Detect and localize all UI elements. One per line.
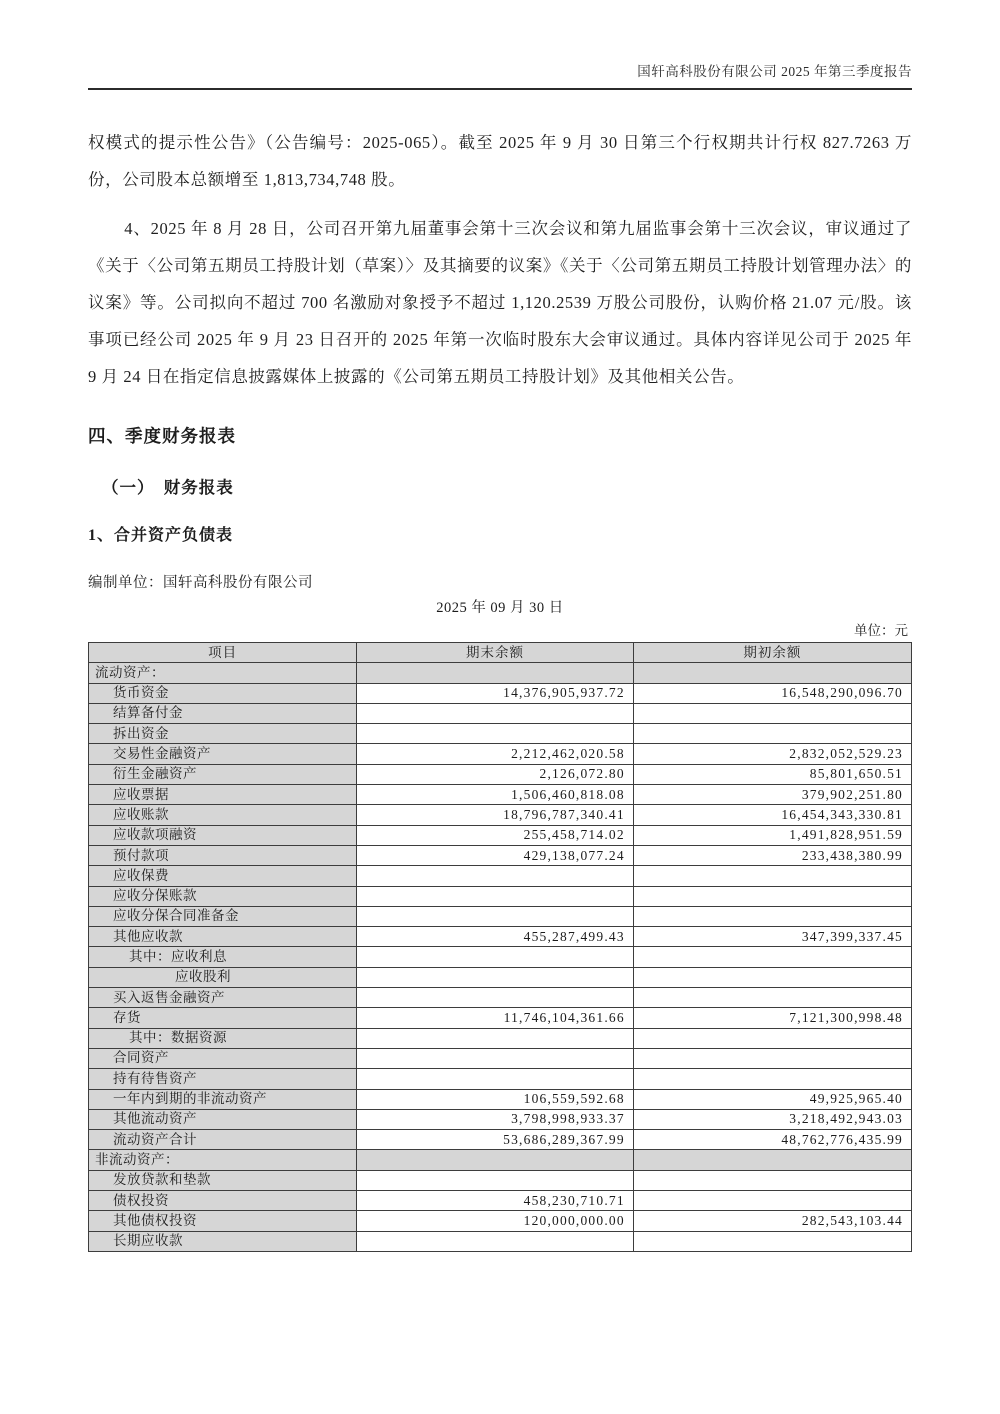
row-item-label: 流动资产合计 [89, 1130, 357, 1150]
row-item-label: 应收账款 [89, 805, 357, 825]
row-beginning-balance [633, 947, 911, 967]
heading-quarterly-financial-statements: 四、季度财务报表 [88, 426, 236, 446]
row-beginning-balance [633, 1170, 911, 1190]
row-beginning-balance: 48,762,776,435.99 [633, 1130, 911, 1150]
row-ending-balance: 2,212,462,020.58 [357, 744, 634, 764]
table-row [89, 1089, 912, 1109]
heading-financial-statements: （一） 财务报表 [102, 478, 234, 497]
row-ending-balance [357, 1170, 634, 1190]
table-row [89, 1048, 912, 1068]
row-ending-balance: 3,798,998,933.37 [357, 1109, 634, 1129]
row-ending-balance: 458,230,710.71 [357, 1191, 634, 1211]
row-ending-balance [357, 1048, 634, 1068]
table-row [89, 1150, 912, 1170]
row-beginning-balance: 3,218,492,943.03 [633, 1109, 911, 1129]
table-row [89, 1170, 912, 1190]
row-item-label: 其中：应收利息 [89, 947, 357, 967]
row-ending-balance [357, 724, 634, 744]
row-ending-balance: 429,138,077.24 [357, 845, 634, 865]
row-item-label: 拆出资金 [89, 724, 357, 744]
row-ending-balance: 11,746,104,361.66 [357, 1008, 634, 1028]
row-item-label: 一年内到期的非流动资产 [89, 1089, 357, 1109]
row-item-label: 流动资产： [89, 663, 357, 683]
row-beginning-balance [633, 1069, 911, 1089]
row-ending-balance: 2,126,072.80 [357, 764, 634, 784]
row-beginning-balance [633, 906, 911, 926]
row-ending-balance: 1,506,460,818.08 [357, 785, 634, 805]
row-beginning-balance: 16,548,290,096.70 [633, 683, 911, 703]
paragraph-share-capital: 权模式的提示性公告》（公告编号：2025-065）。截至 2025 年 9 月 30 日第三个行权期共计行权 827.7263 万份，公司股本总额增至 1,813,734,748 股。 [88, 133, 912, 189]
table-row [89, 845, 912, 865]
heading-consolidated-balance-sheet: 1、合并资产负债表 [88, 527, 234, 544]
row-ending-balance: 53,686,289,367.99 [357, 1130, 634, 1150]
row-beginning-balance [633, 988, 911, 1008]
row-ending-balance [357, 906, 634, 926]
table-row [89, 967, 912, 987]
row-item-label: 存货 [89, 1008, 357, 1028]
table-row [89, 1231, 912, 1251]
table-row [89, 1191, 912, 1211]
unit-label: 单位：元 [854, 623, 908, 638]
row-beginning-balance [633, 967, 911, 987]
row-item-label: 应收分保合同准备金 [89, 906, 357, 926]
table-row [89, 1130, 912, 1150]
row-ending-balance [357, 1069, 634, 1089]
row-ending-balance: 106,559,592.68 [357, 1089, 634, 1109]
row-ending-balance [357, 663, 634, 683]
table-row [89, 1069, 912, 1089]
row-ending-balance: 18,796,787,340.41 [357, 805, 634, 825]
row-ending-balance [357, 886, 634, 906]
table-row [89, 744, 912, 764]
row-ending-balance: 455,287,499.43 [357, 927, 634, 947]
prepared-by-line: 编制单位：国轩高科股份有限公司 [88, 575, 313, 591]
column-header-item: 项目 [89, 643, 357, 663]
table-row [89, 886, 912, 906]
row-item-label: 交易性金融资产 [89, 744, 357, 764]
row-item-label: 应收股利 [89, 967, 357, 987]
row-ending-balance [357, 1028, 634, 1048]
row-beginning-balance: 16,454,343,330.81 [633, 805, 911, 825]
row-item-label: 衍生金融资产 [89, 764, 357, 784]
row-beginning-balance: 49,925,965.40 [633, 1089, 911, 1109]
row-ending-balance: 120,000,000.00 [357, 1211, 634, 1231]
row-beginning-balance [633, 1191, 911, 1211]
row-ending-balance [357, 703, 634, 723]
row-item-label: 应收保费 [89, 866, 357, 886]
row-beginning-balance [633, 866, 911, 886]
row-item-label: 结算备付金 [89, 703, 357, 723]
row-beginning-balance [633, 663, 911, 683]
row-beginning-balance [633, 703, 911, 723]
row-ending-balance [357, 967, 634, 987]
table-row [89, 764, 912, 784]
table-row [89, 927, 912, 947]
statement-date: 2025 年 09 月 30 日 [436, 600, 564, 616]
row-beginning-balance [633, 886, 911, 906]
running-header: 国轩高科股份有限公司 2025 年第三季度报告 [88, 60, 912, 90]
row-ending-balance [357, 988, 634, 1008]
table-row [89, 805, 912, 825]
row-item-label: 买入返售金融资产 [89, 988, 357, 1008]
row-item-label: 非流动资产： [89, 1150, 357, 1170]
row-beginning-balance: 85,801,650.51 [633, 764, 911, 784]
table-row [89, 724, 912, 744]
table-header-row [89, 643, 912, 663]
table-row [89, 663, 912, 683]
paragraph-esop-plan: 4、2025 年 8 月 28 日，公司召开第九届董事会第十三次会议和第九届监事会第十三次会议，审议通过了《关于〈公司第五期员工持股计划（草案）〉及其摘要的议案》《关于〈公司第五期员工持股计划管理办法〉的议案》等。公司拟向不超过 700 名激励对象授予不超过 1,120.2539 万股公司股份，认购价格 21.07 元/股。该事项已经公司 2025 年 9 月 23 日召开的 2025 年第一次临时股东大会审议通过。具体内容详见公司于 2025 年 9 月 24 日在指定信息披露媒体上披露的《公司第五期员工持股计划》及其他相关公告。 [88, 219, 912, 386]
balance-sheet-table [88, 642, 912, 1252]
row-beginning-balance [633, 1231, 911, 1251]
column-header-beginning-balance: 期初余额 [633, 643, 911, 663]
table-row [89, 906, 912, 926]
row-item-label: 其中：数据资源 [89, 1028, 357, 1048]
row-item-label: 持有待售资产 [89, 1069, 357, 1089]
row-item-label: 合同资产 [89, 1048, 357, 1068]
row-item-label: 发放贷款和垫款 [89, 1170, 357, 1190]
table-row [89, 825, 912, 845]
row-item-label: 债权投资 [89, 1191, 357, 1211]
table-row [89, 703, 912, 723]
row-beginning-balance: 7,121,300,998.48 [633, 1008, 911, 1028]
row-beginning-balance [633, 1150, 911, 1170]
table-row [89, 1211, 912, 1231]
row-beginning-balance: 282,543,103.44 [633, 1211, 911, 1231]
row-item-label: 预付款项 [89, 845, 357, 865]
table-row [89, 1109, 912, 1129]
row-item-label: 应收票据 [89, 785, 357, 805]
row-ending-balance: 14,376,905,937.72 [357, 683, 634, 703]
row-beginning-balance: 1,491,828,951.59 [633, 825, 911, 845]
column-header-ending-balance: 期末余额 [357, 643, 634, 663]
row-item-label: 其他应收款 [89, 927, 357, 947]
table-row [89, 785, 912, 805]
row-item-label: 应收分保账款 [89, 886, 357, 906]
row-ending-balance [357, 1150, 634, 1170]
row-item-label: 应收款项融资 [89, 825, 357, 845]
row-ending-balance: 255,458,714.02 [357, 825, 634, 845]
table-row [89, 866, 912, 886]
row-beginning-balance: 347,399,337.45 [633, 927, 911, 947]
row-beginning-balance: 233,438,380.99 [633, 845, 911, 865]
row-ending-balance [357, 947, 634, 967]
row-beginning-balance: 2,832,052,529.23 [633, 744, 911, 764]
table-row [89, 683, 912, 703]
row-ending-balance [357, 866, 634, 886]
table-row [89, 947, 912, 967]
table-row [89, 1008, 912, 1028]
row-beginning-balance [633, 1028, 911, 1048]
row-beginning-balance: 379,902,251.80 [633, 785, 911, 805]
row-item-label: 其他债权投资 [89, 1211, 357, 1231]
row-item-label: 其他流动资产 [89, 1109, 357, 1129]
table-row [89, 1028, 912, 1048]
row-item-label: 长期应收款 [89, 1231, 357, 1251]
row-beginning-balance [633, 724, 911, 744]
row-ending-balance [357, 1231, 634, 1251]
row-beginning-balance [633, 1048, 911, 1068]
table-row [89, 988, 912, 1008]
row-item-label: 货币资金 [89, 683, 357, 703]
